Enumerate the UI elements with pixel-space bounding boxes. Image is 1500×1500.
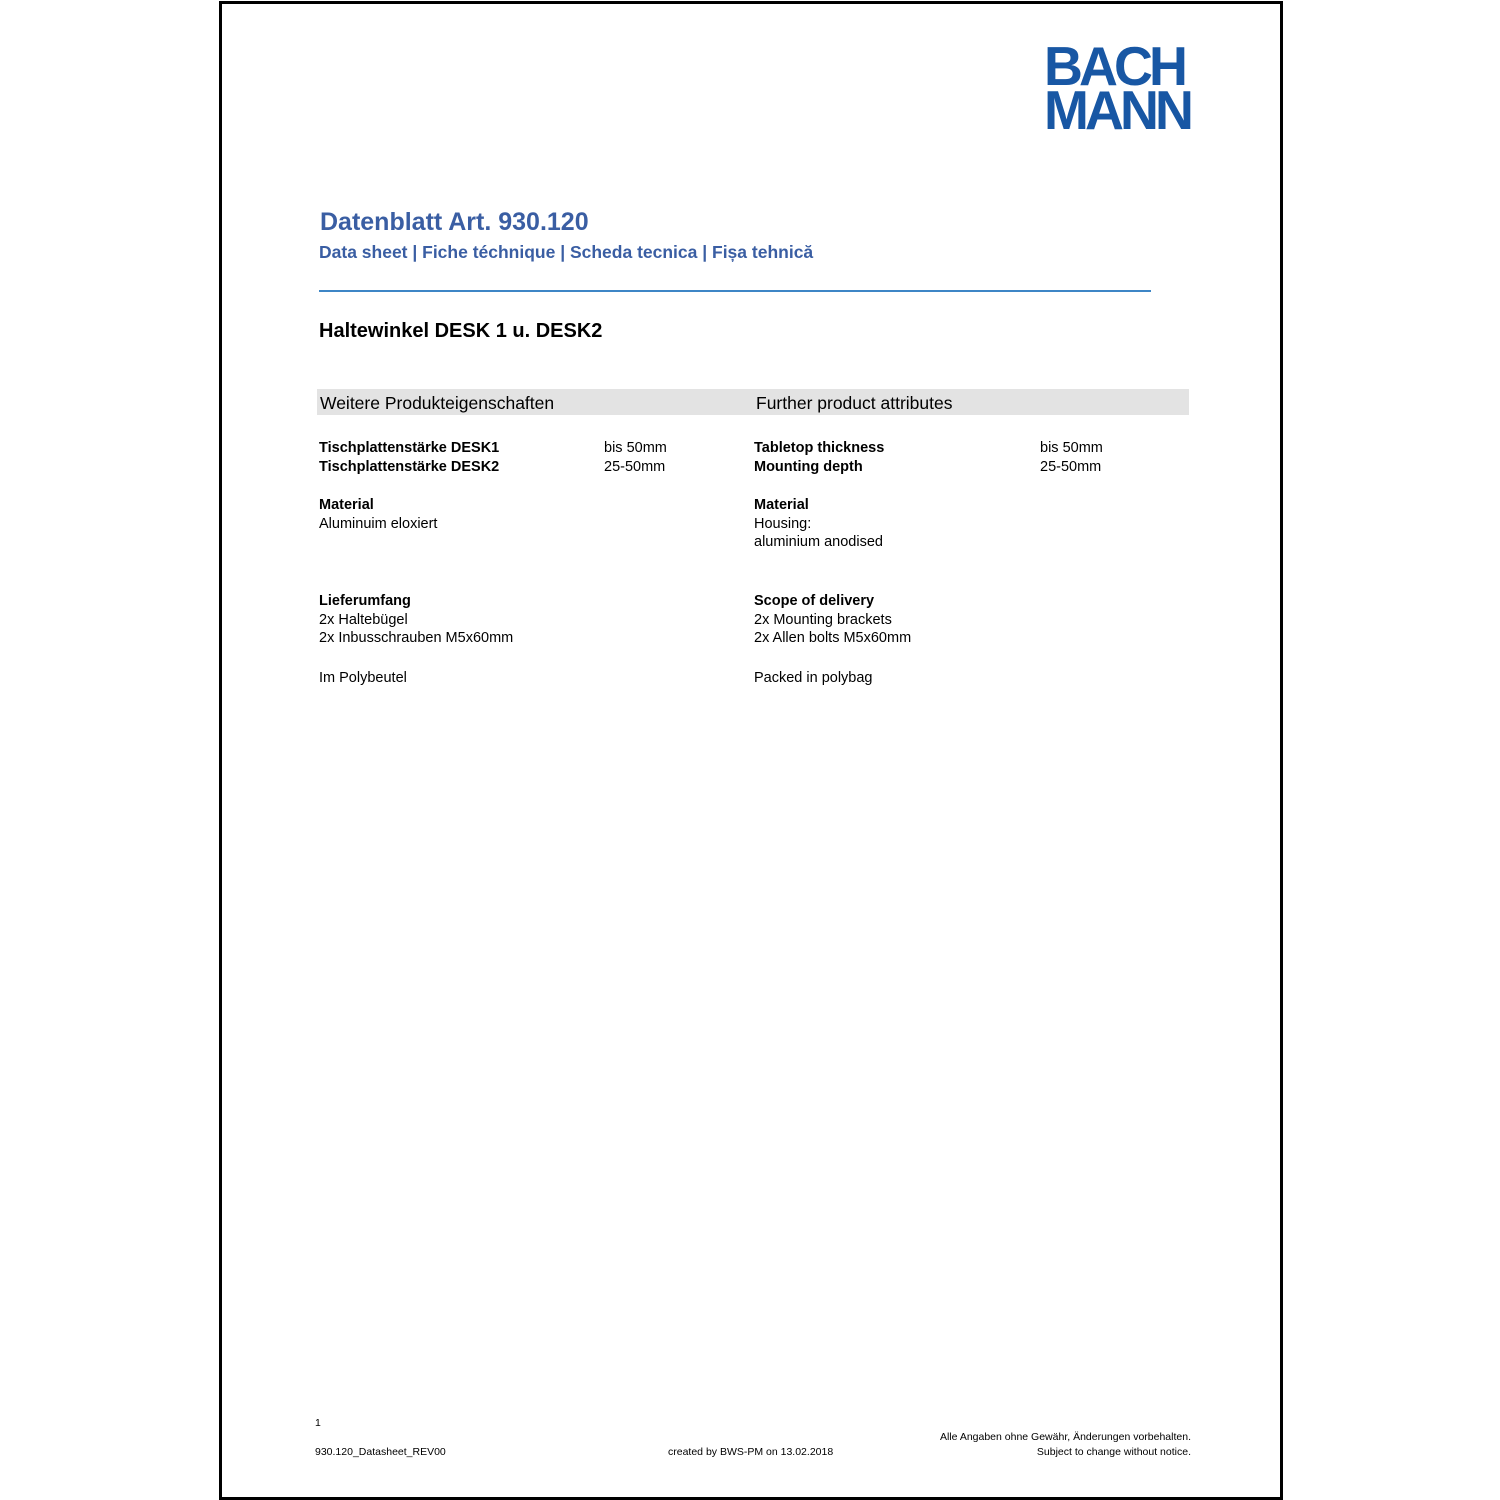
title-divider xyxy=(319,290,1151,292)
delivery-item-1-de: 2x Haltebügel xyxy=(319,612,408,628)
page-title: Datenblatt Art. 930.120 xyxy=(320,208,589,236)
spec-label-mounting-depth: Mounting depth xyxy=(754,459,863,475)
logo-line-1: BACH xyxy=(1044,35,1185,97)
material-text-en-2: aluminium anodised xyxy=(754,534,883,550)
section-heading-en: Further product attributes xyxy=(756,393,953,413)
logo-line-2: MANN xyxy=(1044,79,1191,141)
delivery-item-2-en: 2x Allen bolts M5x60mm xyxy=(754,630,912,646)
bachmann-logo xyxy=(1044,35,1191,141)
packing-de: Im Polybeutel xyxy=(319,670,407,686)
material-heading-en: Material xyxy=(754,497,809,513)
datasheet-page xyxy=(219,1,1283,1500)
product-name: Haltewinkel DESK 1 u. DESK2 xyxy=(319,320,603,342)
spec-value-desk1: bis 50mm xyxy=(604,440,667,456)
material-text-de: Aluminuim eloxiert xyxy=(319,516,438,532)
created-by: created by BWS-PM on 13.02.2018 xyxy=(668,1446,834,1458)
disclaimer-de: Alle Angaben ohne Gewähr, Änderungen vorbehalten. xyxy=(939,1431,1191,1443)
delivery-item-2-de: 2x Inbusschrauben M5x60mm xyxy=(319,630,514,646)
disclaimer-en: Subject to change without notice. xyxy=(1036,1446,1191,1458)
packing-en: Packed in polybag xyxy=(754,670,873,686)
section-header-bar xyxy=(317,389,1189,415)
delivery-heading-en: Scope of delivery xyxy=(754,593,875,609)
spec-value-desk2: 25-50mm xyxy=(604,459,666,475)
spec-value-mounting-depth: 25-50mm xyxy=(1040,459,1102,475)
page-number: 1 xyxy=(315,1417,321,1429)
material-heading-de: Material xyxy=(319,497,374,513)
section-heading-de: Weitere Produkteigenschaften xyxy=(320,393,555,413)
spec-value-tabletop: bis 50mm xyxy=(1040,440,1103,456)
delivery-item-1-en: 2x Mounting brackets xyxy=(754,612,892,628)
delivery-heading-de: Lieferumfang xyxy=(319,593,411,609)
page-subtitle: Data sheet | Fiche téchnique | Scheda tecnica | Fișa tehnică xyxy=(319,242,814,262)
spec-label-desk2: Tischplattenstärke DESK2 xyxy=(319,459,500,475)
document-id: 930.120_Datasheet_REV00 xyxy=(315,1446,446,1458)
material-text-en-1: Housing: xyxy=(754,516,812,532)
spec-label-tabletop: Tabletop thickness xyxy=(754,440,885,456)
spec-label-desk1: Tischplattenstärke DESK1 xyxy=(319,440,500,456)
